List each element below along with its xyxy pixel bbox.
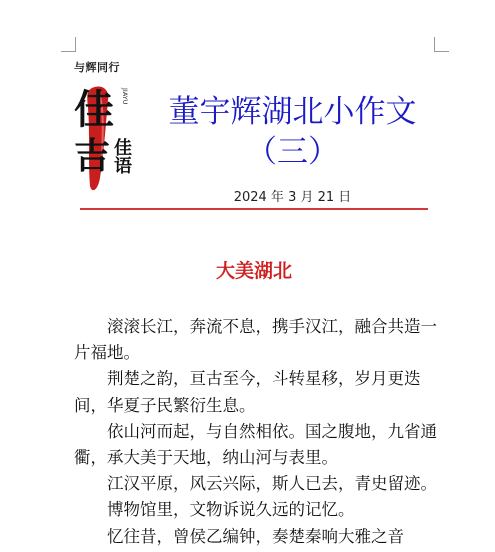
paragraph: 荆楚之韵，亘古至今，斗转星移，岁月更迭间，华夏子民繁衍生息。: [74, 369, 421, 415]
margin-corner-top-left: [61, 37, 76, 52]
title-line-2: （三）: [246, 134, 339, 170]
section-heading: 大美湖北: [215, 260, 292, 282]
logo-side-chars: 佳语: [114, 138, 132, 177]
logo-char-2: 吉: [74, 135, 111, 177]
logo-pinyin: JIAYU: [121, 88, 129, 105]
logo-char-1: 佳: [74, 86, 114, 133]
paragraph: 滚滚长江，奔流不息，携手汉江，融合共造一片福地。: [74, 317, 437, 363]
body-text: [74, 314, 440, 550]
title-line-1: 董宇辉湖北小作文: [168, 94, 417, 130]
paragraph: 依山河而起，与自然相依。国之腹地，九省通衢，承大美于天地，纳山河与表里。: [74, 421, 437, 468]
paragraph: 博物馆里，文物诉说久远的记忆。: [107, 500, 355, 520]
margin-corner-top-right: [434, 37, 449, 52]
paragraph: 江汉平原，风云兴际，斯人已去，青史留迹。: [107, 474, 437, 494]
logo: [70, 82, 150, 202]
document-title: [150, 92, 435, 172]
paragraph: 忆往昔，曾侯乙编钟，奏楚秦响大雅之音: [107, 526, 404, 546]
header-rule: [80, 208, 428, 210]
header-label: 与辉同行: [74, 61, 120, 74]
document-date: 2024 年 3 月 21 日: [233, 190, 352, 205]
